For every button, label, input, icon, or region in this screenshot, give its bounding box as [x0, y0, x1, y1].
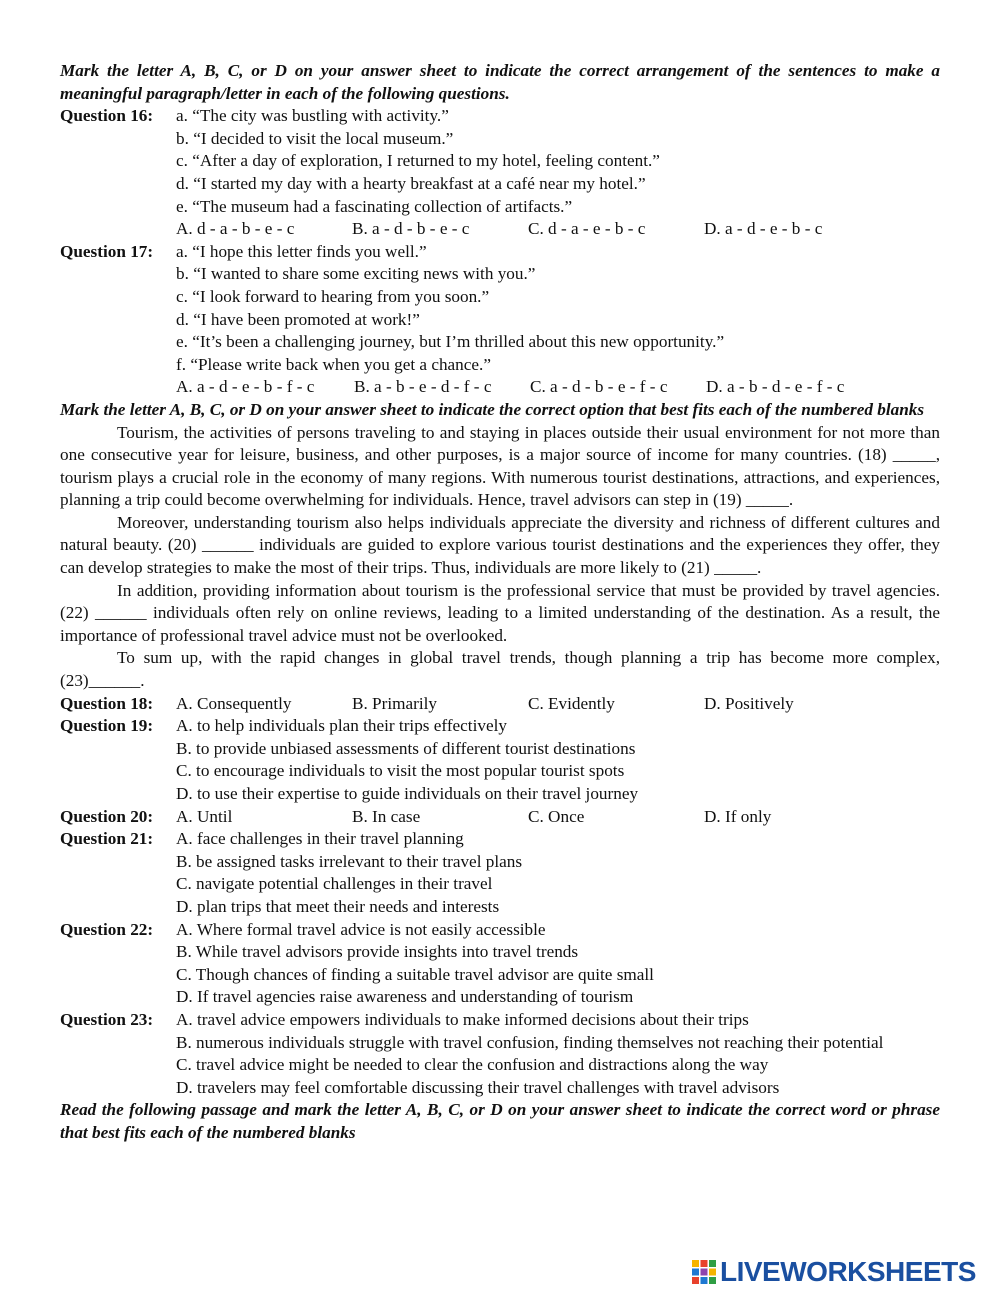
question-label: Question 23: [60, 1009, 154, 1029]
question-18 [60, 693, 940, 716]
question-label: Question 17: [60, 241, 154, 261]
question-19 [60, 715, 940, 805]
logo-text: LIVEWORKSHEETS [720, 1256, 976, 1287]
answer-options [176, 376, 940, 399]
sentence-item: a. “I hope this letter finds you well.” [176, 241, 427, 261]
option-d[interactable]: D. travelers may feel comfortable discussing their travel challenges with travel advisors [176, 1077, 780, 1097]
answer-options [176, 693, 940, 716]
option-a[interactable]: A. Until [176, 806, 233, 826]
question-16 [60, 105, 940, 241]
option-b[interactable]: B. be assigned tasks irrelevant to their travel plans [176, 851, 523, 871]
instruction-arrangement: Mark the letter A, B, C, or D on your answer sheet to indicate the correct arrangement of the sentences to make a meaningful paragraph/letter in each of the following questions. [60, 61, 940, 103]
passage-paragraph-3: In addition, providing information about tourism is the professional service that must be provided by travel agencies. (22) ______ individuals often rely on online reviews, leading to a limited understanding of the destination. As a result, the importance of professional travel advice must not be overlooked. [60, 580, 940, 645]
passage-paragraph-1: Tourism, the activities of persons traveling to and staying in places outside their usual environment for not more than one consecutive year for leisure, business, and other purposes, is a major source of income for many countries. (18) _____, tourism plays a crucial role in the economy of many regions. With numerous tourist destinations, attractions, and experiences, planning a trip could become overwhelming for individuals. Hence, travel advisors can step in (19) _____. [60, 422, 940, 510]
sentence-item: e. “The museum had a fascinating collection of artifacts.” [176, 196, 573, 216]
option-d[interactable]: D. a - b - d - e - f - c [706, 377, 845, 397]
sentence-item: d. “I started my day with a hearty breakfast at a café near my hotel.” [176, 173, 646, 193]
option-c[interactable]: C. a - d - b - e - f - c [530, 377, 668, 397]
option-a[interactable]: A. travel advice empowers individuals to make informed decisions about their trips [176, 1009, 749, 1029]
option-a[interactable]: A. d - a - b - e - c [176, 219, 295, 239]
sentence-item: c. “After a day of exploration, I returned to my hotel, feeling content.” [176, 151, 660, 171]
option-c[interactable]: C. Once [528, 806, 585, 826]
worksheet-page [60, 60, 940, 1145]
option-c[interactable]: C. to encourage individuals to visit the most popular tourist spots [176, 761, 625, 781]
sentence-item: e. “It’s been a challenging journey, but I’m thrilled about this new opportunity.” [176, 332, 725, 352]
option-a[interactable]: A. Consequently [176, 693, 292, 713]
option-a[interactable]: A. Where formal travel advice is not easily accessible [176, 919, 546, 939]
option-b[interactable]: B. a - b - e - d - f - c [354, 377, 492, 397]
question-17 [60, 241, 940, 399]
sentence-item: a. “The city was bustling with activity.” [176, 106, 449, 126]
option-b[interactable]: B. While travel advisors provide insights into travel trends [176, 942, 579, 962]
option-c[interactable]: C. navigate potential challenges in their travel [176, 874, 493, 894]
question-label: Question 19: [60, 716, 154, 736]
option-a[interactable]: A. face challenges in their travel planning [176, 829, 464, 849]
option-c[interactable]: C. travel advice might be needed to clear the confusion and distractions along the way [176, 1055, 769, 1075]
instruction-next-passage: Read the following passage and mark the letter A, B, C, or D on your answer sheet to indicate the correct word or phrase that best fits each of the numbered blanks [60, 1100, 940, 1142]
option-b[interactable]: B. Primarily [352, 693, 437, 713]
option-c[interactable]: C. d - a - e - b - c [528, 219, 646, 239]
liveworksheets-logo-icon [692, 1260, 716, 1284]
sentence-item: c. “I look forward to hearing from you soon.” [176, 286, 490, 306]
option-d[interactable]: D. If only [704, 806, 772, 826]
passage-paragraph-4: To sum up, with the rapid changes in global travel trends, though planning a trip has become more complex, (23)______. [60, 648, 940, 691]
question-21 [60, 828, 940, 918]
option-b[interactable]: B. In case [352, 806, 421, 826]
question-label: Question 20: [60, 806, 154, 826]
question-label: Question 16: [60, 106, 154, 126]
option-d[interactable]: D. plan trips that meet their needs and interests [176, 896, 500, 916]
option-c[interactable]: C. Though chances of finding a suitable travel advisor are quite small [176, 964, 654, 984]
option-d[interactable]: D. Positively [704, 693, 794, 713]
question-23 [60, 1009, 940, 1099]
question-label: Question 22: [60, 919, 154, 939]
question-22 [60, 919, 940, 1009]
liveworksheets-logo[interactable] [692, 1258, 976, 1286]
option-d[interactable]: D. a - d - e - b - c [704, 219, 823, 239]
question-label: Question 18: [60, 693, 154, 713]
option-d[interactable]: D. to use their expertise to guide individuals on their travel journey [176, 784, 639, 803]
option-a[interactable]: A. a - d - e - b - f - c [176, 377, 315, 397]
passage-paragraph-2: Moreover, understanding tourism also helps individuals appreciate the diversity and richness of different cultures and natural beauty. (20) ______ individuals are guided to explore various tourist destinations and the experiences they offer, they can develop strategies to make the most of their trips. Thus, individuals are more likely to (21) _____. [60, 512, 940, 578]
option-a[interactable]: A. to help individuals plan their trips effectively [176, 716, 507, 736]
answer-options [176, 806, 940, 829]
instruction-blanks: Mark the letter A, B, C, or D on your answer sheet to indicate the correct option that best fits each of the numbered blanks [60, 399, 925, 419]
option-b[interactable]: B. a - d - b - e - c [352, 219, 470, 239]
option-b[interactable]: B. to provide unbiased assessments of different tourist destinations [176, 738, 636, 758]
option-b[interactable]: B. numerous individuals struggle with travel confusion, finding themselves not reaching their potential [176, 1032, 884, 1052]
question-20 [60, 806, 940, 829]
answer-options [176, 218, 940, 241]
option-d[interactable]: D. If travel agencies raise awareness and understanding of tourism [176, 987, 634, 1007]
sentence-item: b. “I wanted to share some exciting news with you.” [176, 264, 536, 284]
sentence-item: f. “Please write back when you get a chance.” [176, 354, 491, 374]
question-label: Question 21: [60, 829, 154, 849]
sentence-item: b. “I decided to visit the local museum.” [176, 128, 454, 148]
option-c[interactable]: C. Evidently [528, 693, 615, 713]
sentence-item: d. “I have been promoted at work!” [176, 309, 420, 329]
